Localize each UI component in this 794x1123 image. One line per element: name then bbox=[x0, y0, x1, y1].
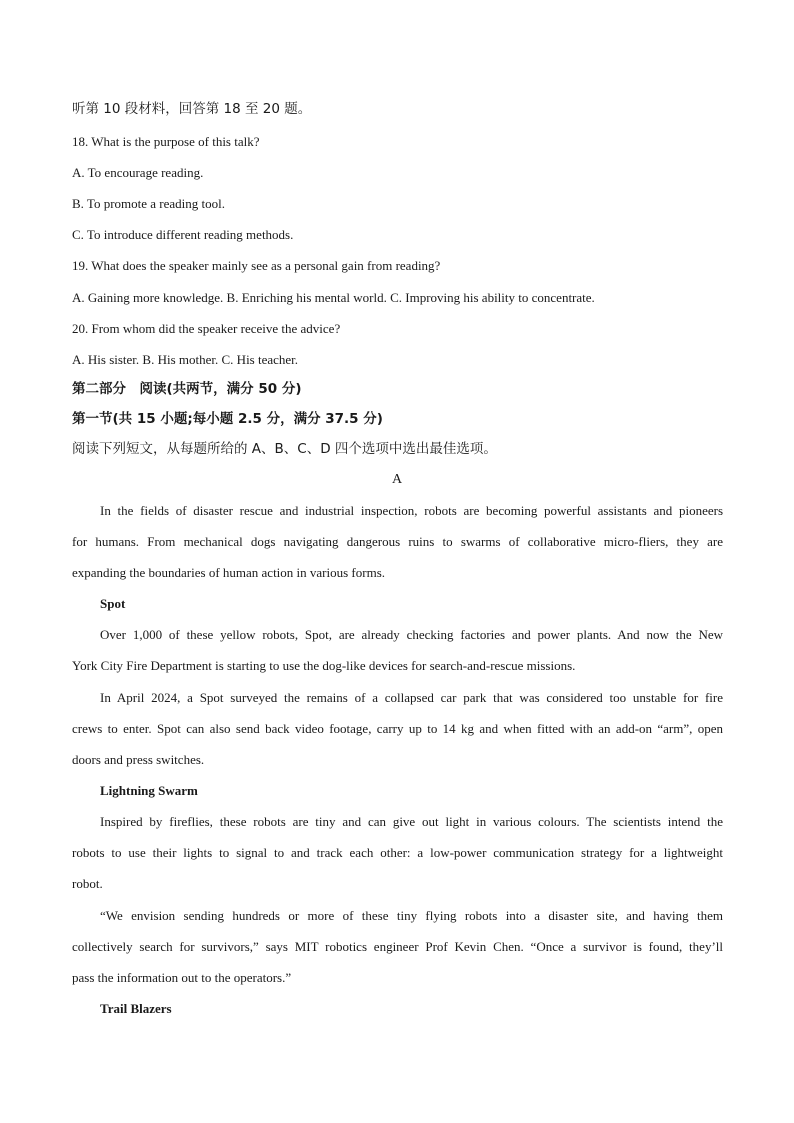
reading-instruction: 阅读下列短文，从每题所给的 A、B、C、D 四个选项中选出最佳选项。 bbox=[72, 441, 497, 457]
intro-line-1: In the fields of disaster rescue and industrial inspection, robots are becoming powerful assistants and pioneers bbox=[100, 503, 723, 518]
spot-p1-line-2: York City Fire Department is starting to use the dog-like devices for search-and-rescue missions. bbox=[72, 658, 576, 673]
reading-part-title: 第二部分 阅读(共两节，满分 50 分) bbox=[72, 381, 302, 397]
intro-line-3: expanding the boundaries of human action in various forms. bbox=[72, 565, 386, 580]
question-20-stem: 20. From whom did the speaker receive the advice? bbox=[72, 321, 341, 336]
spot-p2-line-1: In April 2024, a Spot surveyed the remains of a collapsed car park that was considered too unstable for fire bbox=[100, 690, 723, 705]
question-20-options: A. His sister. B. His mother. C. His teacher. bbox=[72, 352, 299, 367]
swarm-p1-line-3: robot. bbox=[72, 876, 103, 891]
swarm-p2-line-1: “We envision sending hundreds or more of these tiny flying robots into a disaster site, and having them bbox=[100, 908, 723, 923]
swarm-heading: Lightning Swarm bbox=[100, 783, 198, 798]
swarm-paragraph-2 bbox=[72, 900, 723, 993]
swarm-p2-line-2: collectively search for survivors,” says MIT robotics engineer Prof Kevin Chen. “Once a survivor is found, they’ll bbox=[72, 939, 723, 954]
spot-paragraph-2 bbox=[72, 682, 723, 775]
spot-p1-line-1: Over 1,000 of these yellow robots, Spot, are already checking factories and power plants. And now the New bbox=[100, 627, 723, 642]
trail-heading: Trail Blazers bbox=[100, 1001, 172, 1016]
reading-section-title: 第一节(共 15 小题;每小题 2.5 分，满分 37.5 分) bbox=[72, 411, 383, 427]
intro-line-2: for humans. From mechanical dogs navigating dangerous ruins to swarms of collaborative micro-fliers, they are bbox=[72, 534, 723, 549]
swarm-p1-line-1: Inspired by fireflies, these robots are tiny and can give out light in various colours. The scientists intend the bbox=[100, 814, 723, 829]
spot-heading: Spot bbox=[100, 596, 126, 611]
intro-paragraph bbox=[72, 495, 723, 588]
swarm-p2-line-3: pass the information out to the operators.” bbox=[72, 970, 292, 985]
spot-p2-line-3: doors and press switches. bbox=[72, 752, 205, 767]
swarm-paragraph-1 bbox=[72, 806, 723, 899]
question-18-option-c: C. To introduce different reading methods. bbox=[72, 227, 294, 242]
question-18-option-b: B. To promote a reading tool. bbox=[72, 196, 226, 211]
passage-label: A bbox=[391, 472, 403, 487]
question-18-option-a: A. To encourage reading. bbox=[72, 165, 204, 180]
spot-p2-line-2: crews to enter. Spot can also send back video footage, carry up to 14 kg and when fitted with an add-on “arm”, open bbox=[72, 721, 723, 736]
question-19-options: A. Gaining more knowledge. B. Enriching his mental world. C. Improving his ability to concentrate. bbox=[72, 290, 595, 305]
question-18-stem: 18. What is the purpose of this talk? bbox=[72, 134, 260, 149]
swarm-p1-line-2: robots to use their lights to signal to and track each other: a low-power communication strategy for a lightweight bbox=[72, 845, 723, 860]
question-19-stem: 19. What does the speaker mainly see as a personal gain from reading? bbox=[72, 258, 441, 273]
listening-instruction: 听第 10 段材料，回答第 18 至 20 题。 bbox=[72, 101, 312, 117]
spot-paragraph-1 bbox=[72, 619, 723, 681]
